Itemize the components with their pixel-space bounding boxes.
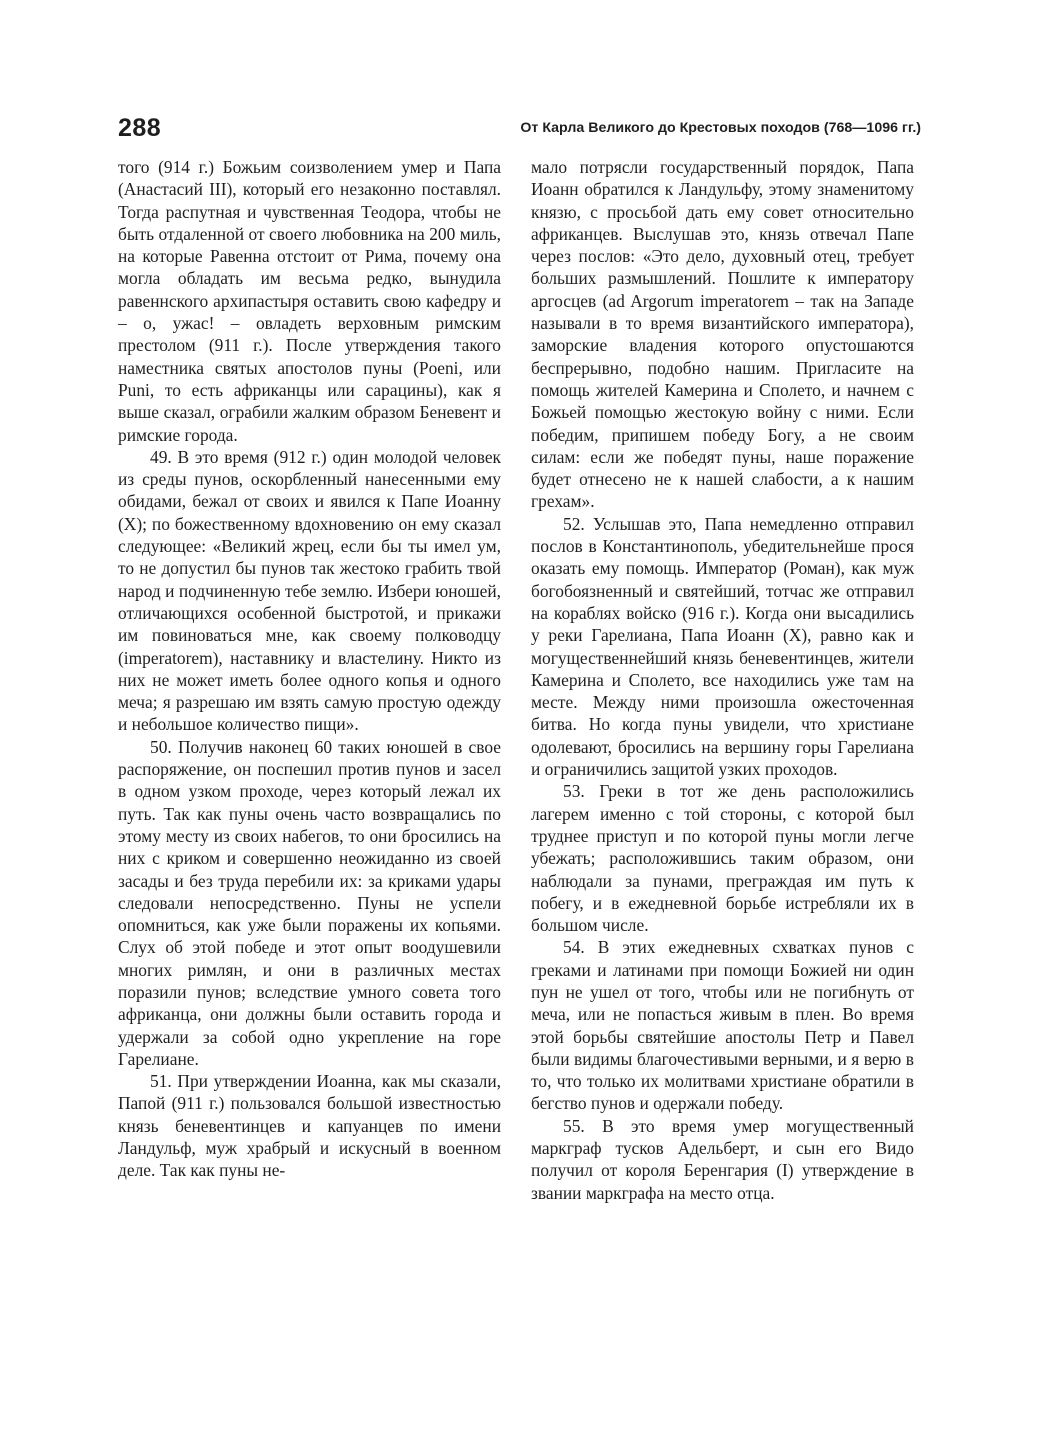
left-text-column xyxy=(118,156,501,1182)
paragraph: 52. Услышав это, Папа немедленно отправил послов в Константинополь, убедительнейше прося оказать ему помощь. Император (Роман), как муж богобоязненный и святейший, тотчас же отправил на кораблях войско (916 г.). Когда они высадились у реки Гарелиана, Папа Иоанн (X), равно как и могущественнейший князь беневентинцев, жители Камерина и Сполето, все находились уже там на месте. Между ними произошла ожесточенная битва. Но когда пуны увидели, что христиане одолевают, бросились на вершину горы Гарелиана и ограничились защитой узких проходов. xyxy=(531,513,914,780)
paragraph: 50. Получив наконец 60 таких юношей в свое распоряжение, он поспешил против пунов и засел в одном узком проходе, через который лежал их путь. Так как пуны очень часто возвращались по этому месту из своих набегов, то они бросились на них с криком и совершенно неожиданно из своей засады и без труда перебили их: за криками удары следовали непосредственно. Пуны не успели опомниться, как уже были поражены их копьями. Слух об этой победе и этот опыт воодушевили многих римлян, и они в различных местах поразили пунов; вследствие умного совета того африканца, они должны были оставить города и удержали за собой одно укрепление на горе Гарелиане. xyxy=(118,736,501,1069)
paragraph: того (914 г.) Божьим соизволением умер и Папа (Анастасий III), который его незаконно поставлял. Тогда распутная и чувственная Теодора, чтобы не быть отдаленной от своего любовника на 200 миль, на которые Равенна отстоит от Рима, почему она могла обладать им весьма редко, вынудила равеннского архипастыря оставить свою кафедру и – о, ужас! – овладеть верховным римским престолом (911 г.). После утверждения такого наместника святых апостолов пуны (Poeni, или Puni, то есть африканцы или сарацины), как я выше сказал, ограбили жалким образом Беневент и римские города. xyxy=(118,157,501,445)
paragraph: мало потрясли государственный порядок, Папа Иоанн обратился к Ландульфу, этому знаменитому князю, с просьбой дать ему совет относительно африканцев. Выслушав это, князь отвечал Папе через послов: «Это дело, духовный отец, требует больших размышлений. Пошлите к императору аргосцев (ad Argorum imperatorem – так на Западе называли в то время византийского императора), заморские владения которого опустошаются беспрерывно, подобно нашим. Пригласите на помощь жителей Камерина и Сполето, и начнем с Божьей помощью жестокую войну с ними. Если победим, припишем победу Богу, а не своим силам: если же победят пуны, наше поражение будет отнесено не к нашей слабости, а к нашим грехам». xyxy=(531,157,914,512)
page-number: 288 xyxy=(118,114,162,142)
paragraph: 53. Греки в тот же день расположились лагерем именно с той стороны, с которой был труднее приступ и по которой пуны могли легче убежать; расположившись таким образом, они наблюдали за пунами, преграждая им путь к побегу, и в ежедневной борьбе истребляли их в большом числе. xyxy=(531,781,914,936)
running-header-title: От Карла Великого до Крестовых походов (768—1096 гг.) xyxy=(520,120,921,136)
paragraph: 51. При утверждении Иоанна, как мы сказали, Папой (911 г.) пользовался большой известностью князь беневентинцев и капуанцев по имени Ландульф, муж храбрый и искусный в военном деле. Так как пуны не- xyxy=(118,1071,501,1181)
paragraph: 54. В этих ежедневных схватках пунов с греками и латинами при помощи Божией ни один пун не ушел от того, чтобы или не погибнуть от меча, или не попасться живым в плен. Во время этой борьбы святейшие апостолы Петр и Павел были видимы благочестивыми верными, и я верю в то, что только их молитвами христиане обратили в бегство пунов и одержали победу. xyxy=(531,937,914,1114)
paragraph: 55. В это время умер могущественный маркграф тусков Адельберт, и сын его Видо получил от короля Беренгария (I) утверждение в звании маркграфа на место отца. xyxy=(531,1115,914,1203)
paragraph: 49. В это время (912 г.) один молодой человек из среды пунов, оскорбленный нанесенными ему обидами, бежал от своих и явился к Папе Иоанну (X); по божественному вдохновению он ему сказал следующее: «Великий жрец, если бы ты имел ум, то не допустил бы пунов так жестоко грабить твой народ и подчиненную тебе землю. Избери юношей, отличающихся особенной быстротой, и прикажи им повиноваться мне, как своему полководцу (imperatorem), наставнику и властелину. Никто из них не может иметь более одного копья и одного меча; я разрешаю им взять самую простую одежду и небольшое количество пищи». xyxy=(118,446,501,735)
right-text-column xyxy=(531,156,914,1204)
